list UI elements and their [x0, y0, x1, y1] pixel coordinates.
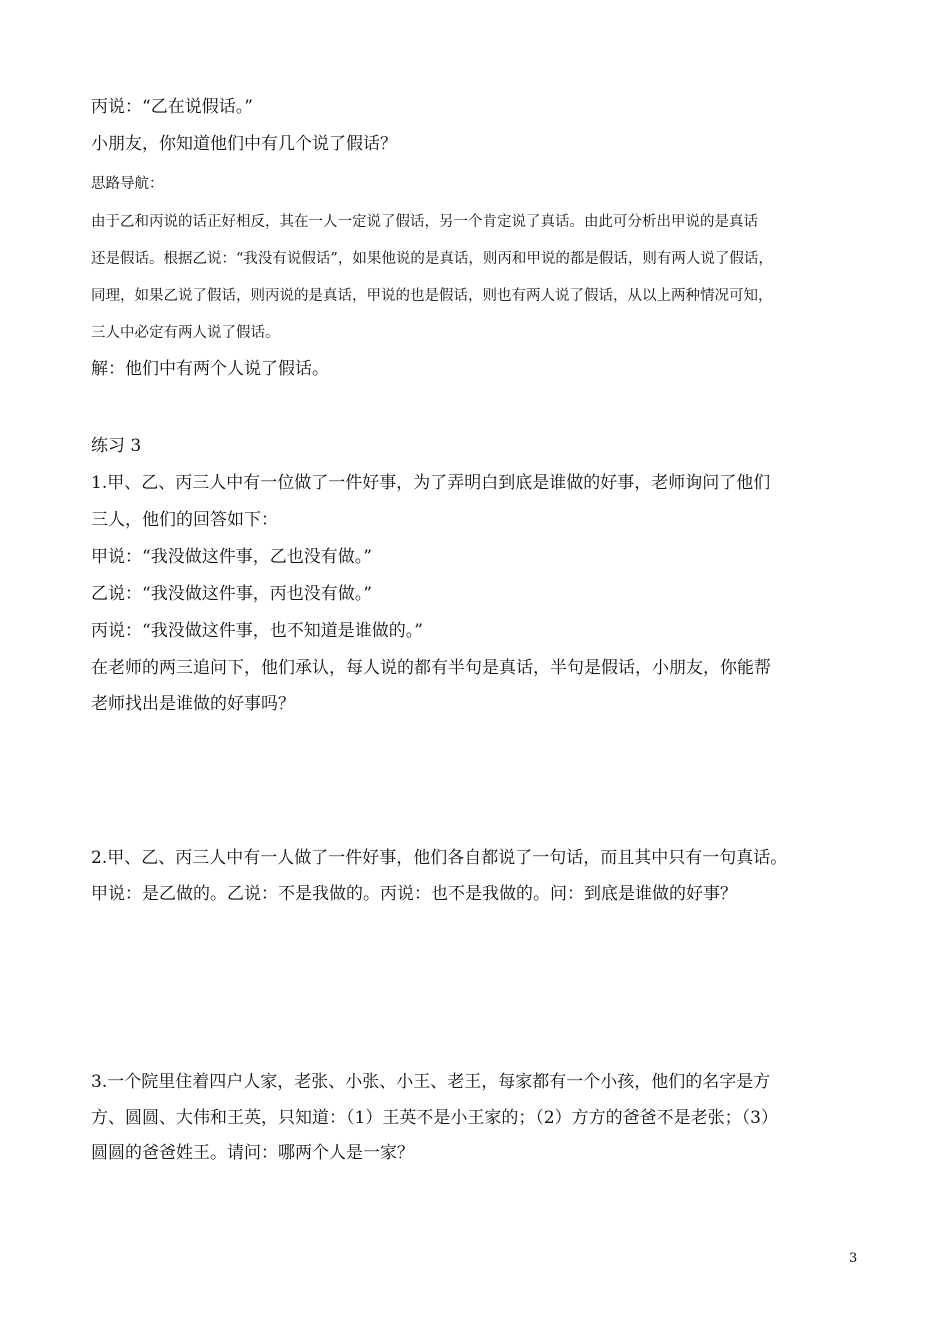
hint-title: 思路导航：: [91, 176, 164, 192]
problem2-line: 甲说：是乙做的。乙说：不是我做的。丙说：也不是我做的。问：到底是谁做的好事？: [91, 884, 737, 904]
hint-line: 由于乙和丙说的话正好相反，其在一人一定说了假话，另一个肯定说了真话。由此可分析出甲说的是真话: [91, 214, 758, 230]
problem1-line: 乙说：“我没做这件事，丙也没有做。”: [91, 584, 372, 604]
problem1-line: 老师找出是谁做的好事吗？: [91, 694, 295, 714]
problem3-line: 3.一个院里住着四户人家，老张、小张、小王、老王，每家都有一个小孩，他们的名字是方: [91, 1072, 771, 1092]
problem3-line: 方、圆圆、大伟和王英，只知道：（1）王英不是小王家的；（2）方方的爸爸不是老张；（3）: [91, 1108, 778, 1128]
answer-text: 解：他们中有两个人说了假话。: [91, 359, 329, 379]
problem2-line: 2.甲、乙、丙三人中有一人做了一件好事，他们各自都说了一句话，而且其中只有一句真话。: [91, 848, 788, 868]
page-number: 3: [849, 1251, 858, 1266]
exercise-title: 练习 3: [91, 436, 142, 456]
problem1-line: 在老师的两三追问下，他们承认，每人说的都有半句是真话，半句是假话，小朋友，你能帮: [91, 658, 771, 678]
problem1-line: 丙说：“我没做这件事，也不知道是谁做的。”: [91, 621, 423, 641]
problem3-line: 圆圆的爸爸姓王。请问：哪两个人是一家？: [91, 1143, 414, 1163]
problem1-line: 1.甲、乙、丙三人中有一位做了一件好事，为了弄明白到底是谁做的好事，老师询问了他们: [91, 473, 771, 493]
statement-c: 丙说：“乙在说假话。”: [91, 97, 253, 117]
problem1-line: 三人，他们的回答如下：: [91, 510, 278, 530]
hint-line: 还是假话。根据乙说：“我没有说假话”，如果他说的是真话，则丙和甲说的都是假话，则有两人说了假话，: [91, 251, 773, 267]
hint-line: 同理，如果乙说了假话，则丙说的是真话，甲说的也是假话，则也有两人说了假话，从以上两种情况可知，: [91, 288, 773, 304]
hint-line: 三人中必定有两人说了假话。: [91, 325, 280, 341]
question-text: 小朋友，你知道他们中有几个说了假话？: [91, 134, 397, 154]
problem1-line: 甲说：“我没做这件事，乙也没有做。”: [91, 547, 372, 567]
